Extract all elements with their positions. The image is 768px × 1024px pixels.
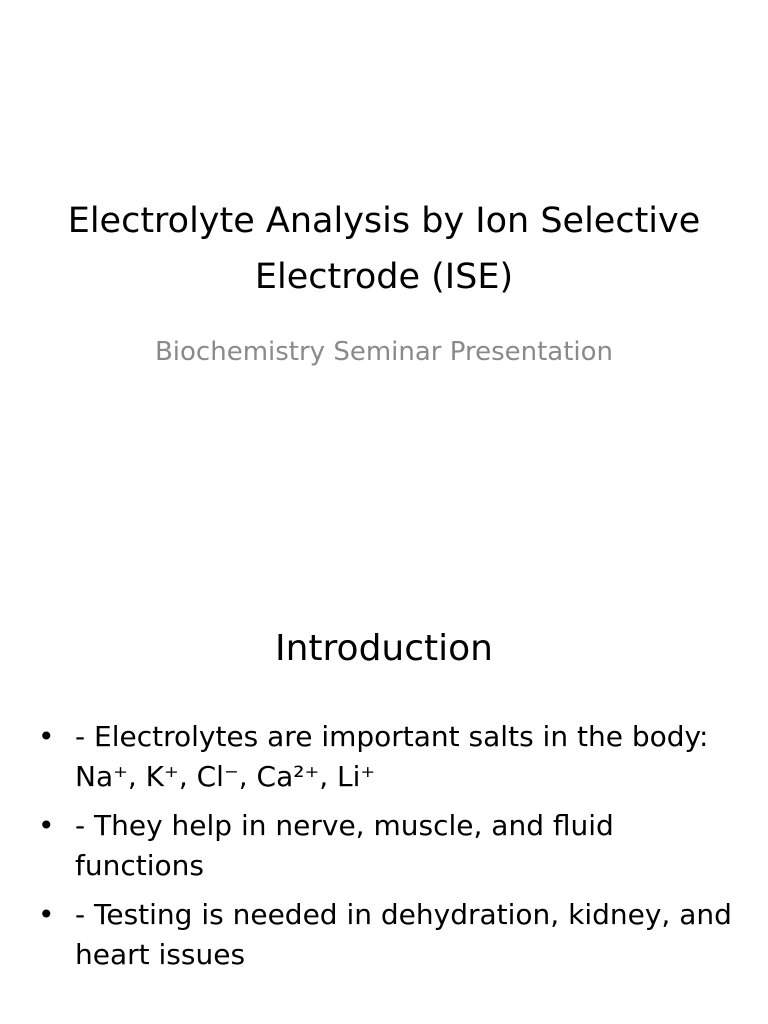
bullet-text: - Electrolytes are important salts in the body: Na⁺, K⁺, Cl⁻, Ca²⁺, Li⁺ [75,720,709,793]
introduction-slide [0,576,768,1024]
list-item [38,806,738,886]
bullet-icon: • [38,720,55,753]
list-item [38,717,738,797]
bullet-icon: • [38,898,55,931]
list-item [38,895,738,975]
bullet-text: - They help in nerve, muscle, and fluid functions [75,809,614,882]
slide-subtitle: Biochemistry Seminar Presentation [154,337,614,367]
bullet-icon: • [38,809,55,842]
bullet-list [38,717,738,984]
bullet-text: - Testing is needed in dehydration, kidney, and heart issues [75,898,732,971]
section-title: Introduction [274,628,493,669]
slide-title: Electrolyte Analysis by Ion Selective Electrode (ISE) [67,201,701,297]
